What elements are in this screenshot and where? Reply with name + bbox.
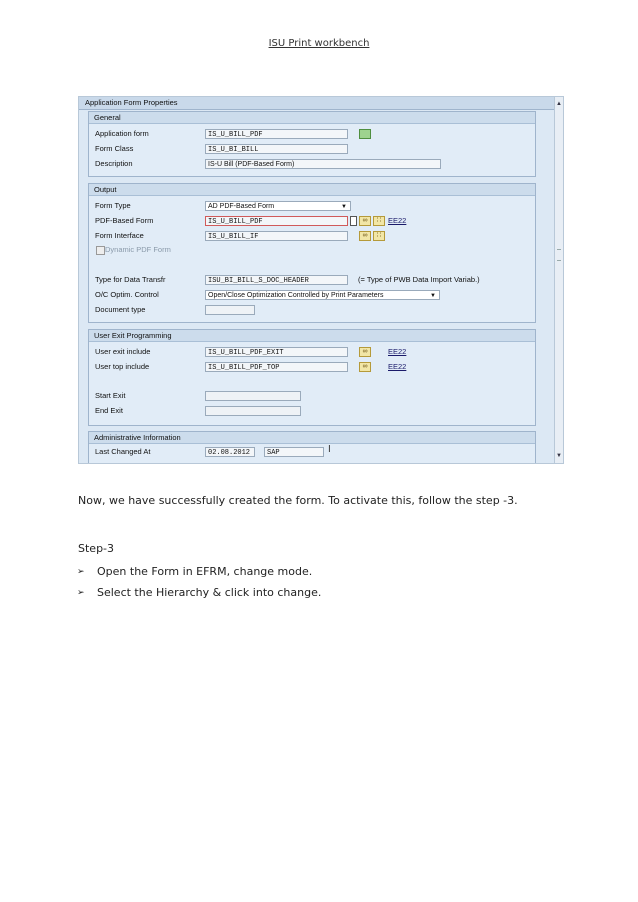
arrow-bullet-icon: ➢ (77, 588, 85, 598)
form-class-field[interactable]: IS_U_BI_BILL (205, 144, 348, 154)
oc-optim-label: O/C Optim. Control (95, 290, 159, 299)
hierarchy-icon[interactable]: ∷ (373, 216, 385, 226)
step-heading: Step-3 (78, 542, 115, 555)
document-type-field[interactable] (205, 305, 255, 315)
chevron-down-icon[interactable]: ▼ (341, 204, 347, 210)
data-transfer-field[interactable]: ISU_BI_BILL_S_DOC_HEADER (205, 275, 348, 285)
general-group (88, 111, 536, 177)
sap-panel-title: Application Form Properties (79, 97, 559, 110)
hierarchy-icon[interactable]: ∷ (373, 231, 385, 241)
glasses-navigate-icon[interactable]: ∞ (359, 347, 371, 357)
user-exit-group-title: User Exit Programming (89, 330, 535, 342)
dynamic-pdf-label: Dynamic PDF Form (105, 245, 171, 254)
start-exit-label: Start Exit (95, 391, 126, 400)
form-interface-field[interactable]: IS_U_BILL_IF (205, 231, 348, 241)
chevron-down-icon[interactable]: ▼ (430, 293, 436, 299)
scroll-grip-icon[interactable] (557, 249, 561, 261)
admin-group (88, 431, 536, 464)
end-exit-field[interactable] (205, 406, 301, 416)
dynamic-pdf-checkbox[interactable] (96, 246, 105, 255)
form-type-value: AD PDF-Based Form (208, 203, 275, 210)
last-changed-user-field[interactable]: SAP (264, 447, 324, 457)
oc-optim-dropdown[interactable] (205, 290, 440, 300)
document-type-label: Document type (95, 305, 146, 314)
bullet-item (77, 586, 322, 600)
last-changed-label: Last Changed At (95, 447, 151, 456)
text-cursor-icon: I (328, 444, 331, 455)
top-include-label: User top include (95, 362, 150, 371)
bullet-text: Open the Form in EFRM, change mode. (97, 565, 313, 578)
application-form-label: Application form (95, 129, 149, 138)
admin-group-title: Administrative Information (89, 432, 535, 444)
glasses-navigate-icon[interactable]: ∞ (359, 231, 371, 241)
bullet-item (77, 565, 313, 579)
form-type-dropdown[interactable] (205, 201, 351, 211)
data-transfer-label: Type for Data Transfr (95, 275, 166, 284)
page-header-title: ISU Print workbench (268, 38, 370, 49)
exit-include-ee22-link[interactable]: EE22 (388, 347, 407, 356)
last-changed-date-field[interactable]: 02.08.2012 (205, 447, 255, 457)
glasses-navigate-icon[interactable]: ∞ (359, 216, 371, 226)
oc-optim-value: Open/Close Optimization Controlled by Print Parameters (208, 292, 384, 299)
description-label: Description (95, 159, 133, 168)
form-class-label: Form Class (95, 144, 134, 153)
scroll-down-icon[interactable]: ▼ (556, 453, 562, 459)
form-interface-label: Form Interface (95, 231, 144, 240)
exit-include-field[interactable]: IS_U_BILL_PDF_EXIT (205, 347, 348, 357)
bullet-text: Select the Hierarchy & click into change. (97, 586, 322, 599)
output-group (88, 183, 536, 323)
general-group-title: General (89, 112, 535, 124)
pdf-form-ee22-link[interactable]: EE22 (388, 216, 407, 225)
end-exit-label: End Exit (95, 406, 123, 415)
form-type-label: Form Type (95, 201, 131, 210)
start-exit-field[interactable] (205, 391, 301, 401)
glasses-navigate-icon[interactable]: ∞ (359, 362, 371, 372)
description-field[interactable]: IS-U Bill (PDF-Based Form) (205, 159, 441, 169)
top-include-ee22-link[interactable]: EE22 (388, 362, 407, 371)
exit-include-label: User exit include (95, 347, 151, 356)
copy-icon[interactable] (350, 216, 357, 226)
arrow-bullet-icon: ➢ (77, 567, 85, 577)
output-group-title: Output (89, 184, 535, 196)
pdf-form-label: PDF-Based Form (95, 216, 154, 225)
body-paragraph: Now, we have successfully created the form. To activate this, follow the step -3. (78, 494, 518, 507)
green-status-icon[interactable] (359, 129, 371, 139)
vertical-scrollbar[interactable] (554, 97, 563, 463)
data-transfer-note: (= Type of PWB Data Import Variab.) (358, 275, 480, 284)
scroll-up-icon[interactable]: ▲ (556, 101, 562, 107)
user-exit-group (88, 329, 536, 426)
pdf-form-field[interactable]: IS_U_BILL_PDF (205, 216, 348, 226)
application-form-field[interactable]: IS_U_BILL_PDF (205, 129, 348, 139)
sap-screenshot (78, 96, 564, 464)
top-include-field[interactable]: IS_U_BILL_PDF_TOP (205, 362, 348, 372)
